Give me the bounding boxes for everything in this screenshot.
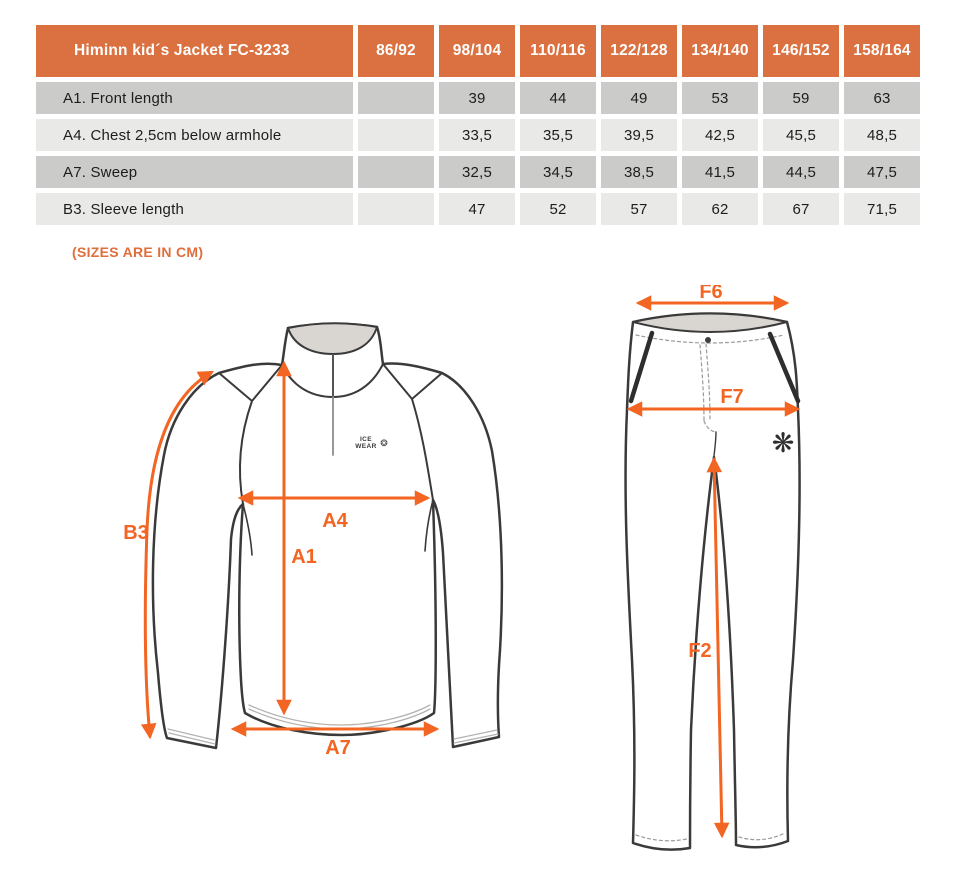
- pants-outline: [626, 314, 800, 850]
- measurement-diagrams: [0, 285, 958, 894]
- table-cell: 34,5: [520, 156, 596, 188]
- table-cell: 57: [601, 193, 677, 225]
- table-cell: 48,5: [844, 119, 920, 151]
- size-column-header: 122/128: [601, 25, 677, 77]
- row-label: A1. Front length: [36, 82, 353, 114]
- jacket-diagram: [153, 323, 502, 748]
- table-cell: 42,5: [682, 119, 758, 151]
- row-label: A7. Sweep: [36, 156, 353, 188]
- table-cell: 39,5: [601, 119, 677, 151]
- waist-button: [705, 337, 711, 343]
- jacket-outline: [153, 324, 502, 748]
- table-cell: 53: [682, 82, 758, 114]
- f2-label: F2: [688, 640, 712, 662]
- b3-label: B3: [123, 522, 149, 544]
- row-label: A4. Chest 2,5cm below armhole: [36, 119, 353, 151]
- table-cell: 62: [682, 193, 758, 225]
- f7-label: F7: [720, 386, 744, 408]
- logo-emblem-icon: ❂: [380, 438, 388, 448]
- size-column-header: 134/140: [682, 25, 758, 77]
- pants-diagram: [626, 314, 800, 850]
- svg-text:WEAR: WEAR: [355, 443, 377, 450]
- a4-label: A4: [322, 510, 348, 532]
- table-cell: 47: [439, 193, 515, 225]
- table-cell: 33,5: [439, 119, 515, 151]
- size-table: [36, 25, 920, 225]
- table-cell: 41,5: [682, 156, 758, 188]
- table-cell: 35,5: [520, 119, 596, 151]
- size-column-header: 146/152: [763, 25, 839, 77]
- f6-label: F6: [699, 285, 723, 303]
- table-cell: 52: [520, 193, 596, 225]
- table-cell: 44,5: [763, 156, 839, 188]
- table-cell: 63: [844, 82, 920, 114]
- table-cell: 59: [763, 82, 839, 114]
- table-cell: 38,5: [601, 156, 677, 188]
- table-cell: 71,5: [844, 193, 920, 225]
- table-cell: 49: [601, 82, 677, 114]
- svg-text:ICE: ICE: [359, 436, 373, 443]
- a7-label: A7: [325, 737, 351, 759]
- table-cell: 67: [763, 193, 839, 225]
- table-cell: 45,5: [763, 119, 839, 151]
- a1-label: A1: [291, 546, 317, 568]
- table-cell: [358, 156, 434, 188]
- icewear-logo: [355, 436, 388, 450]
- units-note: (SIZES ARE IN CM): [72, 244, 204, 260]
- table-cell: 32,5: [439, 156, 515, 188]
- size-column-header: 110/116: [520, 25, 596, 77]
- snowflake-icon: ❋: [771, 428, 795, 458]
- table-cell: [358, 119, 434, 151]
- size-column-header: 158/164: [844, 25, 920, 77]
- table-cell: [358, 193, 434, 225]
- row-label: B3. Sleeve length: [36, 193, 353, 225]
- size-column-header: 98/104: [439, 25, 515, 77]
- table-title-cell: Himinn kid´s Jacket FC-3233: [36, 25, 353, 77]
- table-cell: 39: [439, 82, 515, 114]
- table-cell: 47,5: [844, 156, 920, 188]
- size-column-header: 86/92: [358, 25, 434, 77]
- table-cell: 44: [520, 82, 596, 114]
- table-cell: [358, 82, 434, 114]
